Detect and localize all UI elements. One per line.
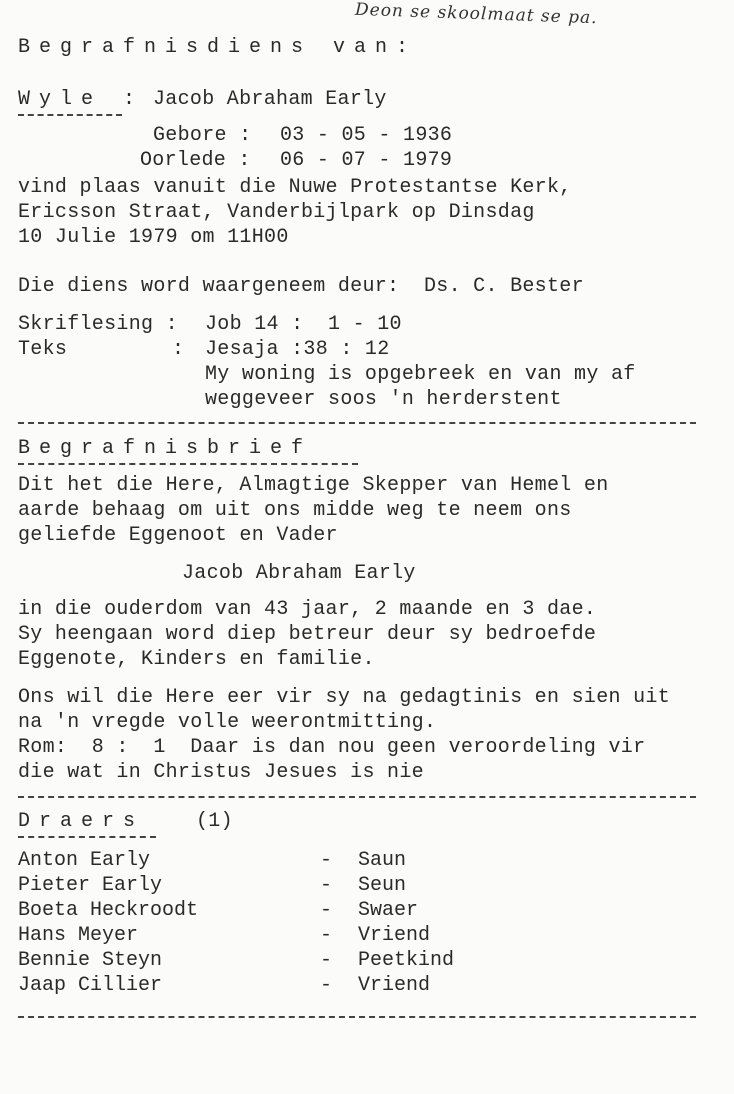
- letter-p1-line-3: geliefde Eggenoot en Vader: [18, 524, 338, 547]
- letter-p3-line-2: na 'n vregde volle weerontmitting.: [18, 711, 437, 734]
- born-label: Gebore :: [153, 124, 252, 147]
- bearer-relation: Swaer: [358, 899, 419, 922]
- service-line-1: vind plaas vanuit die Nuwe Protestantse Kerk,: [18, 176, 572, 199]
- section-divider: [18, 422, 696, 424]
- bearer-dash: -: [320, 874, 333, 897]
- bearer-name: Jaap Cillier: [18, 974, 163, 997]
- section-divider: [18, 1016, 696, 1018]
- bearer-name: Bennie Steyn: [18, 949, 163, 972]
- text-separator: :: [172, 338, 185, 361]
- bearers-heading: Draers: [18, 810, 145, 833]
- handwritten-note: Deon se skoolmaat se pa.: [354, 0, 598, 29]
- letter-p1-line-2: aarde behaag om uit ons midde weg te neem ons: [18, 499, 572, 522]
- bearer-relation: Vriend: [358, 924, 431, 947]
- quote-line-1: My woning is opgebreek en van my af: [205, 363, 636, 386]
- bearer-dash: -: [320, 849, 333, 872]
- bearer-name: Anton Early: [18, 849, 151, 872]
- service-line-2: Ericsson Straat, Vanderbijlpark op Dinsdag: [18, 201, 535, 224]
- bearer-name: Boeta Heckroodt: [18, 899, 199, 922]
- letter-p2-line-3: Eggenote, Kinders en familie.: [18, 648, 375, 671]
- letter-p1-line-1: Dit het die Here, Almagtige Skepper van Hemel en: [18, 474, 609, 497]
- born-date: 03 - 05 - 1936: [280, 124, 453, 147]
- bearer-dash: -: [320, 924, 333, 947]
- deceased-name: Jacob Abraham Early: [153, 88, 387, 111]
- bearer-relation: Seun: [358, 874, 407, 897]
- died-date: 06 - 07 - 1979: [280, 149, 453, 172]
- text-label: Teks: [18, 338, 68, 361]
- bearer-relation: Saun: [358, 849, 407, 872]
- bearer-row: [18, 974, 431, 1094]
- bearer-dash: -: [320, 949, 333, 972]
- letter-deceased-name: Jacob Abraham Early: [182, 562, 416, 585]
- bearer-name: Hans Meyer: [18, 924, 139, 947]
- quote-line-2: weggeveer soos 'n herderstent: [205, 388, 562, 411]
- section-divider: [18, 796, 696, 798]
- letter-p2-line-1: in die ouderdom van 43 jaar, 2 maande en 3 dae.: [18, 598, 597, 621]
- bearer-name: Pieter Early: [18, 874, 163, 897]
- bearer-relation: Vriend: [358, 974, 431, 997]
- text-reference: Jesaja :38 : 12: [205, 338, 390, 361]
- service-line-3: 10 Julie 1979 om 11H00: [18, 226, 289, 249]
- letter-p3-line-4: die wat in Christus Jesues is nie: [18, 761, 424, 784]
- scripture-label: Skriflesing :: [18, 313, 178, 336]
- letter-p2-line-2: Sy heengaan word diep betreur deur sy bedroefde: [18, 623, 597, 646]
- officiant-line: Die diens word waargeneem deur: Ds. C. Bester: [18, 275, 584, 298]
- bearers-count: (1): [196, 810, 233, 833]
- letter-heading: Begrafnisbrief: [18, 437, 313, 460]
- bearer-dash: -: [320, 899, 333, 922]
- died-label: Oorlede :: [140, 149, 251, 172]
- letter-p3-line-1: Ons wil die Here eer vir sy na gedagtinis en sien uit: [18, 686, 671, 709]
- deceased-label-underline: [18, 114, 122, 116]
- bearers-heading-underline: [18, 836, 156, 838]
- deceased-label: Wyle :: [18, 88, 145, 111]
- bearer-dash: -: [320, 974, 333, 997]
- letter-heading-underline: [18, 463, 358, 465]
- document-title: Begrafnisdiens van:: [18, 36, 418, 59]
- letter-p3-line-3: Rom: 8 : 1 Daar is dan nou geen veroordeling vir: [18, 736, 646, 759]
- scripture-reference: Job 14 : 1 - 10: [205, 313, 402, 336]
- bearer-relation: Peetkind: [358, 949, 455, 972]
